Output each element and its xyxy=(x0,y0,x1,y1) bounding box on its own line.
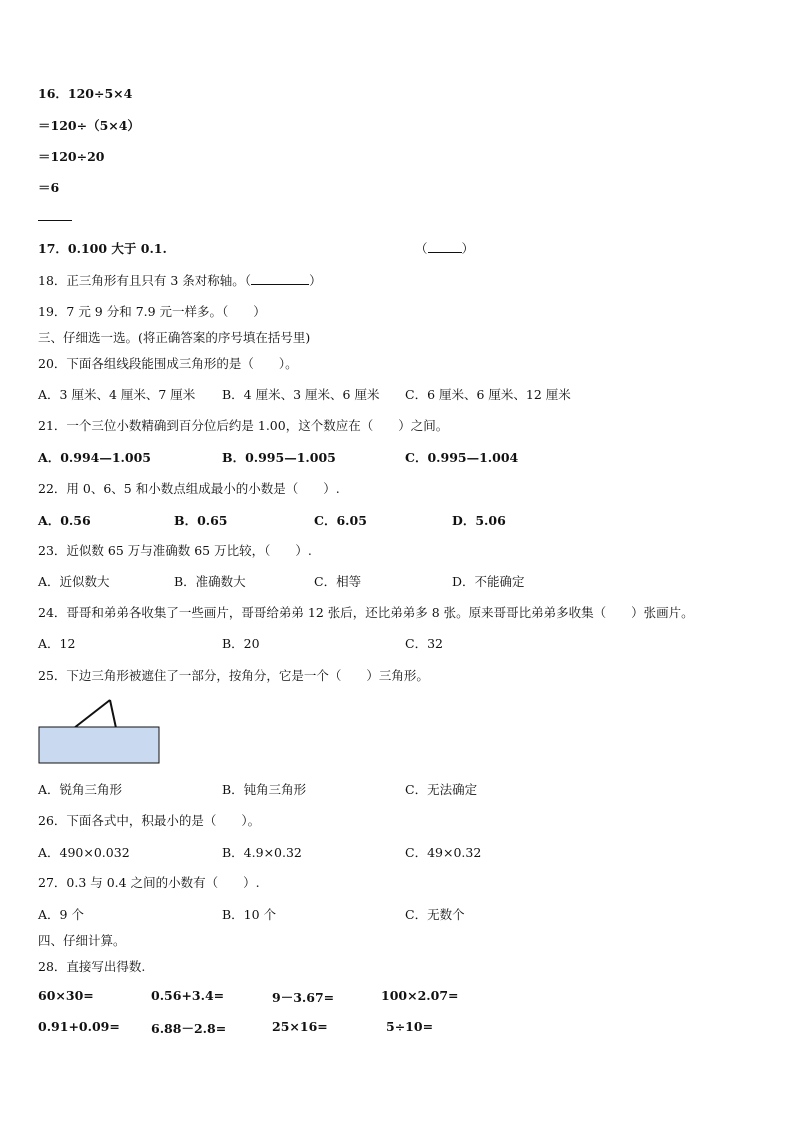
q28-r1-c1: 60×30= xyxy=(38,988,94,1003)
q18-text: 18．正三角形有且只有 3 条对称轴。（ xyxy=(38,273,252,288)
q28-r2-c4: 5÷10= xyxy=(386,1019,434,1034)
q28-r1-c2: 0.56+3.4= xyxy=(151,988,225,1003)
q22-option-c[interactable]: C．6.05 xyxy=(314,513,367,528)
q27-option-a[interactable]: A．9 个 xyxy=(38,907,84,922)
q17-answer-bracket[interactable] xyxy=(415,239,474,257)
q23-option-a[interactable]: A．近似数大 xyxy=(38,574,110,589)
q22-option-b[interactable]: B．0.65 xyxy=(174,513,228,528)
triangle-left-side xyxy=(74,700,110,728)
q25-option-a[interactable]: A．锐角三角形 xyxy=(38,782,123,797)
q23-option-c[interactable]: C．相等 xyxy=(314,574,362,589)
q21-option-b[interactable]: B．0.995—1.005 xyxy=(222,450,336,465)
bracket-open: （ xyxy=(415,241,428,256)
q21-option-a[interactable]: A．0.994—1.005 xyxy=(38,450,151,465)
q27-option-c[interactable]: C．无数个 xyxy=(405,907,465,922)
q20-option-a[interactable]: A．3 厘米、4 厘米、7 厘米 xyxy=(38,387,196,402)
q23-option-d[interactable]: D．不能确定 xyxy=(452,574,525,589)
answer-line[interactable] xyxy=(251,272,309,285)
q24-stem: 24．哥哥和弟弟各收集了一些画片，哥哥给弟弟 12 张后，还比弟弟多 8 张。原来哥哥比弟弟多收集（ ）张画片。 xyxy=(38,605,694,620)
q26-stem: 26．下面各式中，积最小的是（ ）。 xyxy=(38,813,261,828)
q26-option-c[interactable]: C．49×0.32 xyxy=(405,845,482,860)
q16-line2: ＝120÷（5×4） xyxy=(38,118,140,133)
q16-line3: ＝120÷20 xyxy=(38,149,105,164)
q28-r2-c3: 25×16= xyxy=(272,1019,328,1034)
q18-close: ） xyxy=(309,273,322,288)
q28-r2-c1: 0.91+0.09= xyxy=(38,1019,120,1034)
q16-line4: ＝6 xyxy=(38,180,60,195)
q28-r1-c3: 9－3.67= xyxy=(272,990,335,1005)
q22-option-a[interactable]: A．0.56 xyxy=(38,513,91,528)
q16-line1: 16．120÷5×4 xyxy=(38,86,133,101)
q20-option-b[interactable]: B．4 厘米、3 厘米、6 厘米 xyxy=(222,387,380,402)
q16-answer-blank[interactable] xyxy=(38,208,72,224)
q17-stem: 17．0.100 大于 0.1. xyxy=(38,241,167,256)
q22-stem: 22．用 0、6、5 和小数点组成最小的小数是（ ）. xyxy=(38,481,340,496)
q22-option-d[interactable]: D．5.06 xyxy=(452,513,506,528)
triangle-right-side xyxy=(110,700,116,728)
section4-heading: 四、仔细计算。 xyxy=(38,933,126,948)
q28-stem: 28．直接写出得数. xyxy=(38,959,146,974)
q24-option-c[interactable]: C．32 xyxy=(405,636,443,651)
q23-option-b[interactable]: B．准确数大 xyxy=(174,574,246,589)
q24-option-a[interactable]: A．12 xyxy=(38,636,76,651)
answer-line[interactable] xyxy=(428,240,462,253)
q20-stem: 20．下面各组线段能围成三角形的是（ ）。 xyxy=(38,356,298,371)
covered-triangle-figure xyxy=(38,698,162,766)
q27-option-b[interactable]: B．10 个 xyxy=(222,907,277,922)
q19-stem: 19．7 元 9 分和 7.9 元一样多。（ ） xyxy=(38,304,266,319)
q23-stem: 23．近似数 65 万与准确数 65 万比较，（ ）. xyxy=(38,543,312,558)
cover-rectangle xyxy=(39,727,159,763)
q28-r1-c4: 100×2.07= xyxy=(381,988,459,1003)
q26-option-a[interactable]: A．490×0.032 xyxy=(38,845,130,860)
q25-option-b[interactable]: B．钝角三角形 xyxy=(222,782,307,797)
q20-option-c[interactable]: C．6 厘米、6 厘米、12 厘米 xyxy=(405,387,571,402)
q28-r2-c2: 6.88－2.8= xyxy=(151,1021,227,1036)
q25-stem: 25．下边三角形被遮住了一部分，按角分，它是一个（ ）三角形。 xyxy=(38,668,429,683)
q25-option-c[interactable]: C．无法确定 xyxy=(405,782,478,797)
q21-option-c[interactable]: C．0.995—1.004 xyxy=(405,450,519,465)
q21-stem: 21．一个三位小数精确到百分位后约是 1.00，这个数应在（ ）之间。 xyxy=(38,418,449,433)
q24-option-b[interactable]: B．20 xyxy=(222,636,260,651)
bracket-close: ） xyxy=(461,241,475,256)
q18-stem xyxy=(38,271,322,289)
q27-stem: 27．0.3 与 0.4 之间的小数有（ ）. xyxy=(38,875,260,890)
answer-line[interactable] xyxy=(38,208,72,221)
section3-heading: 三、仔细选一选。(将正确答案的序号填在括号里) xyxy=(38,330,311,345)
q26-option-b[interactable]: B．4.9×0.32 xyxy=(222,845,302,860)
